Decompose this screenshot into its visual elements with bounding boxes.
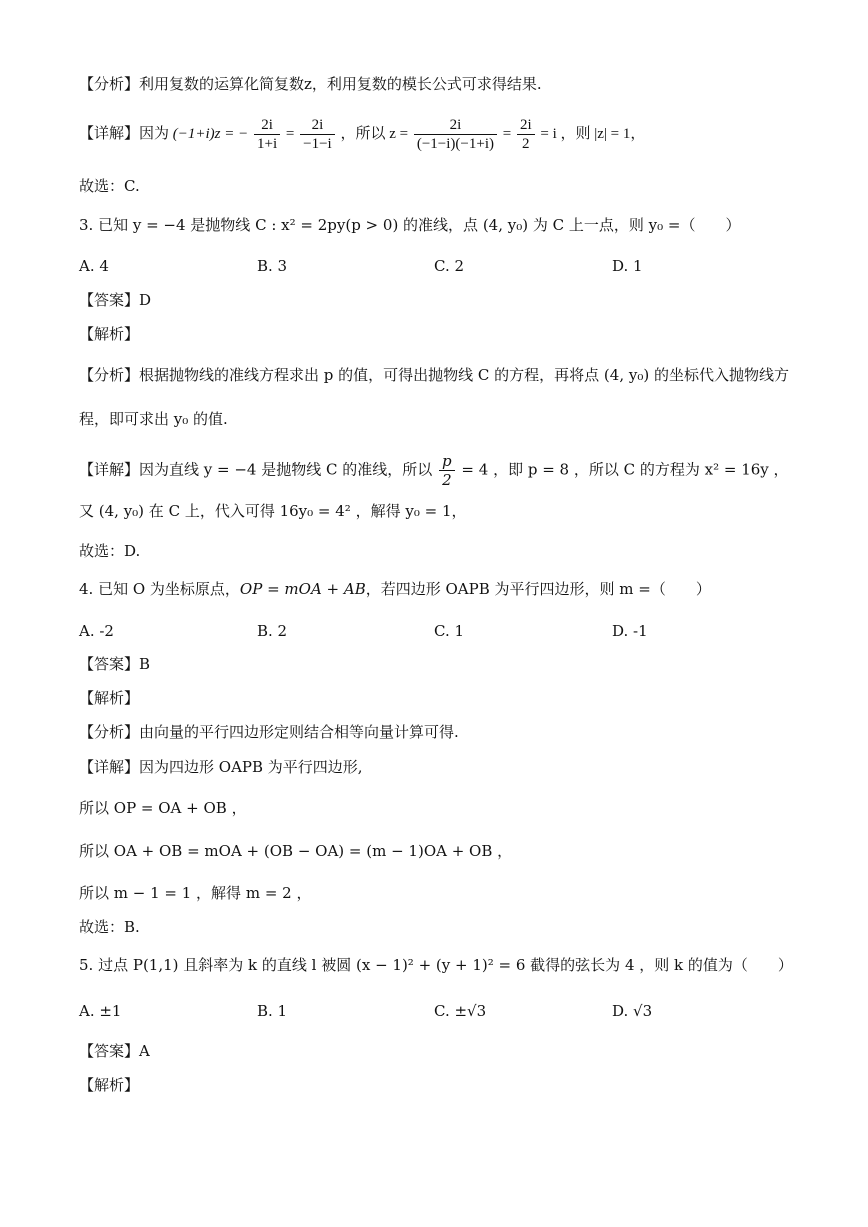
- q5-option-d: D. √3: [612, 1002, 653, 1020]
- q4-detail: 【详解】因为四边形 OAPB 为平行四边形,: [79, 758, 363, 776]
- q2-so: ，所以 z =: [340, 125, 409, 142]
- q3-jiexi: 【解析】: [79, 325, 140, 343]
- q3-option-c: C. 2: [434, 257, 465, 275]
- q4-option-b: B. 2: [257, 622, 288, 640]
- q3-detail-tail: = 4 ，即 p = 8 ，所以 C 的方程为 x² = 16y ，: [461, 460, 789, 479]
- q4-choice: 故选：B.: [79, 918, 140, 936]
- q4-step-2: 所以 OA + OB = mOA + (OB − OA) = (m − 1)OA + OB ，: [79, 842, 513, 860]
- q3-frac: $\frac{p}{2}$: [439, 452, 455, 489]
- q2-frac-d: $\frac{2i}{2}$: [517, 116, 535, 153]
- q2-detail-prefix: 【详解】因为: [79, 125, 170, 142]
- q4-option-a: A. -2: [79, 622, 114, 640]
- q3-answer: 【答案】D: [79, 291, 152, 309]
- q5-stem: 5. 过点 P(1,1) 且斜率为 k 的直线 l 被圆 (x − 1)² + (y + 1)² = 6 截得的弦长为 4 ，则 k 的值为（ ）: [79, 956, 793, 974]
- q4-step-3: 所以 m − 1 = 1 ，解得 m = 2 ，: [79, 884, 312, 902]
- q3-choice: 故选：D.: [79, 542, 141, 560]
- q3-option-d: D. 1: [612, 257, 643, 275]
- q2-tail: = i ，则 |z| = 1，: [540, 125, 646, 142]
- q2-choice: 故选：C.: [79, 177, 140, 195]
- q2-expr1: (−1+i)z = −: [172, 125, 249, 142]
- q4-step-1: 所以 OP = OA + OB ，: [79, 799, 247, 817]
- q4-answer: 【答案】B: [79, 655, 151, 673]
- q4-analysis: 【分析】由向量的平行四边形定则结合相等向量计算可得.: [79, 723, 459, 741]
- q5-option-a: A. ±1: [79, 1002, 122, 1020]
- q4-stem-b: ，若四边形 OAPB 为平行四边形，则 m =（ ）: [365, 580, 711, 598]
- q3-detail: [79, 452, 789, 489]
- q3-option-b: B. 3: [257, 257, 288, 275]
- q3-stem: 3. 已知 y = −4 是抛物线 C : x² = 2py(p > 0) 的准线，点 (4, y₀) 为 C 上一点，则 y₀ =（ ）: [79, 216, 741, 234]
- q4-jiexi: 【解析】: [79, 689, 140, 707]
- q4-option-c: C. 1: [434, 622, 465, 640]
- q5-answer: 【答案】A: [79, 1042, 150, 1060]
- q4-stem-vector: OP = mOA + AB: [239, 580, 366, 598]
- q3-detail-2: 又 (4, y₀) 在 C 上，代入可得 16y₀ = 4² ，解得 y₀ = 1，: [79, 502, 467, 520]
- q2-frac-b: $\frac{2i}{-1-i}$: [300, 116, 335, 153]
- q3-detail-prefix: 【详解】因为直线 y = −4 是抛物线 C 的准线，所以: [79, 460, 433, 479]
- q2-frac-c: $\frac{2i}{(-1-i)(-1+i)}$: [414, 116, 497, 153]
- q4-option-d: D. -1: [612, 622, 648, 640]
- q5-option-b: B. 1: [257, 1002, 288, 1020]
- q4-stem: [79, 578, 711, 600]
- q2-eq: =: [285, 125, 295, 142]
- q3-option-a: A. 4: [79, 257, 109, 275]
- q3-analysis-2: 程，即可求出 y₀ 的值.: [79, 410, 228, 428]
- q5-jiexi: 【解析】: [79, 1076, 140, 1094]
- q3-analysis-1: 【分析】根据抛物线的准线方程求出 p 的值，可得出抛物线 C 的方程，再将点 (4, y₀) 的坐标代入抛物线方: [79, 366, 789, 384]
- q2-detail: 【详解】因为 (−1+i)z = − $\frac{2i}{1+i}$ = $\frac{2i}{-1-i}$ ，所以 z = $\frac{2i}{(-1-i)(-1+i)}$ = $\frac{2i}{2}$ = i ，则 |z| = 1，: [79, 117, 646, 152]
- q4-stem-a: 4. 已知 O 为坐标原点，: [79, 580, 240, 598]
- q5-option-c: C. ±√3: [434, 1002, 487, 1020]
- q2-frac-a: $\frac{2i}{1+i}$: [254, 116, 280, 153]
- q2-analysis: 【分析】利用复数的运算化简复数z，利用复数的模长公式可求得结果.: [79, 75, 542, 93]
